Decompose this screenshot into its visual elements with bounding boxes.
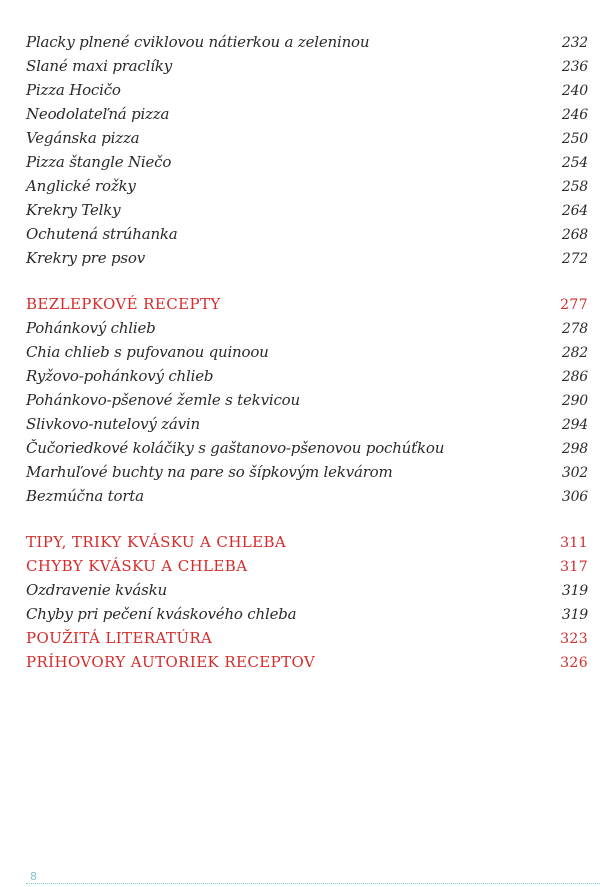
toc-entry-title: Pizza Hocičo <box>26 81 121 99</box>
toc-entry-title: Ochutená strúhanka <box>26 225 178 243</box>
toc-entry[interactable] <box>26 102 592 126</box>
toc-entry-page: 246 <box>561 107 588 123</box>
toc-entry-page: 268 <box>561 227 588 243</box>
section-heading-title: CHYBY KVÁSKU A CHLEBA <box>26 557 248 575</box>
toc-entry[interactable] <box>26 388 592 412</box>
section-heading-tips[interactable] <box>26 530 592 554</box>
toc-entry[interactable] <box>26 364 592 388</box>
recipe-list-group <box>26 30 592 270</box>
section-spacer <box>26 270 592 292</box>
toc-entry[interactable] <box>26 174 592 198</box>
section-spacer <box>26 508 592 530</box>
toc-entry[interactable] <box>26 222 592 246</box>
gluten-free-recipe-list <box>26 316 592 508</box>
page-number: 8 <box>30 870 37 883</box>
toc-entry[interactable] <box>26 126 592 150</box>
toc-entry-title: Bezmúčna torta <box>26 487 144 505</box>
section-heading-title: PRÍHOVORY AUTORIEK RECEPTOV <box>26 653 316 671</box>
toc-entry-page: 258 <box>561 179 588 195</box>
toc-entry-page: 286 <box>561 369 588 385</box>
toc-entry-page: 290 <box>561 393 588 409</box>
toc-entry[interactable] <box>26 78 592 102</box>
toc-entry-title: Ryžovo-pohánkový chlieb <box>26 367 214 385</box>
toc-entry[interactable] <box>26 246 592 270</box>
table-of-contents <box>26 30 592 674</box>
toc-entry[interactable] <box>26 484 592 508</box>
toc-entry[interactable] <box>26 30 592 54</box>
toc-entry-page: 319 <box>561 607 588 623</box>
toc-entry[interactable] <box>26 602 592 626</box>
toc-entry[interactable] <box>26 150 592 174</box>
toc-entry-page: 319 <box>561 583 588 599</box>
section-heading-page: 323 <box>560 631 588 647</box>
section-heading-authors[interactable] <box>26 650 592 674</box>
toc-entry-title: Placky plnené cviklovou nátierkou a zeleninou <box>26 33 370 51</box>
toc-entry-title: Čučoriedkové koláčiky s gaštanovo-pšenovou pochúťkou <box>26 439 445 457</box>
section-heading-title: BEZLEPKOVÉ RECEPTY <box>26 295 221 313</box>
toc-entry-title: Neodolateľná pizza <box>26 105 170 123</box>
section-heading-page: 277 <box>560 297 588 313</box>
toc-entry-page: 294 <box>561 417 588 433</box>
toc-entry-page: 250 <box>561 131 588 147</box>
toc-entry[interactable] <box>26 316 592 340</box>
toc-entry-title: Slivkovo-nutelový závin <box>26 415 200 433</box>
section-heading-page: 311 <box>560 535 588 551</box>
toc-entry[interactable] <box>26 412 592 436</box>
toc-entry[interactable] <box>26 578 592 602</box>
toc-entry[interactable] <box>26 198 592 222</box>
section-heading-page: 326 <box>560 655 588 671</box>
toc-entry-title: Pizza štangle Niečo <box>26 153 172 171</box>
toc-entry-page: 306 <box>561 489 588 505</box>
toc-entry-page: 240 <box>561 83 588 99</box>
toc-entry-title: Chia chlieb s pufovanou quinoou <box>26 343 269 361</box>
toc-entry-title: Pohánkový chlieb <box>26 319 156 337</box>
toc-entry-page: 236 <box>561 59 588 75</box>
section-heading-gluten-free[interactable] <box>26 292 592 316</box>
toc-entry[interactable] <box>26 460 592 484</box>
toc-entry-title: Krekry Telky <box>26 201 121 219</box>
toc-entry-page: 254 <box>561 155 588 171</box>
errors-list <box>26 578 592 626</box>
footer-divider <box>26 883 600 884</box>
section-heading-page: 317 <box>560 559 588 575</box>
toc-entry[interactable] <box>26 436 592 460</box>
toc-entry-page: 272 <box>561 251 588 267</box>
toc-entry-title: Krekry pre psov <box>26 249 145 267</box>
toc-entry-title: Slané maxi praclíky <box>26 57 172 75</box>
toc-entry-page: 298 <box>561 441 588 457</box>
section-heading-errors[interactable] <box>26 554 592 578</box>
toc-entry-title: Marhuľové buchty na pare so šípkovým lekvárom <box>26 463 393 481</box>
toc-entry-title: Pohánkovo-pšenové žemle s tekvicou <box>26 391 300 409</box>
toc-entry[interactable] <box>26 54 592 78</box>
toc-entry-page: 278 <box>561 321 588 337</box>
toc-entry-page: 282 <box>561 345 588 361</box>
toc-entry-title: Ozdravenie kvásku <box>26 581 167 599</box>
toc-entry-title: Chyby pri pečení kváskového chleba <box>26 605 297 623</box>
toc-entry[interactable] <box>26 340 592 364</box>
section-heading-title: POUŽITÁ LITERATÚRA <box>26 629 213 647</box>
toc-entry-page: 264 <box>561 203 588 219</box>
toc-entry-title: Anglické rožky <box>26 177 136 195</box>
section-heading-literature[interactable] <box>26 626 592 650</box>
section-heading-title: TIPY, TRIKY KVÁSKU A CHLEBA <box>26 533 287 551</box>
toc-entry-page: 302 <box>561 465 588 481</box>
toc-entry-title: Vegánska pizza <box>26 129 140 147</box>
toc-entry-page: 232 <box>561 35 588 51</box>
